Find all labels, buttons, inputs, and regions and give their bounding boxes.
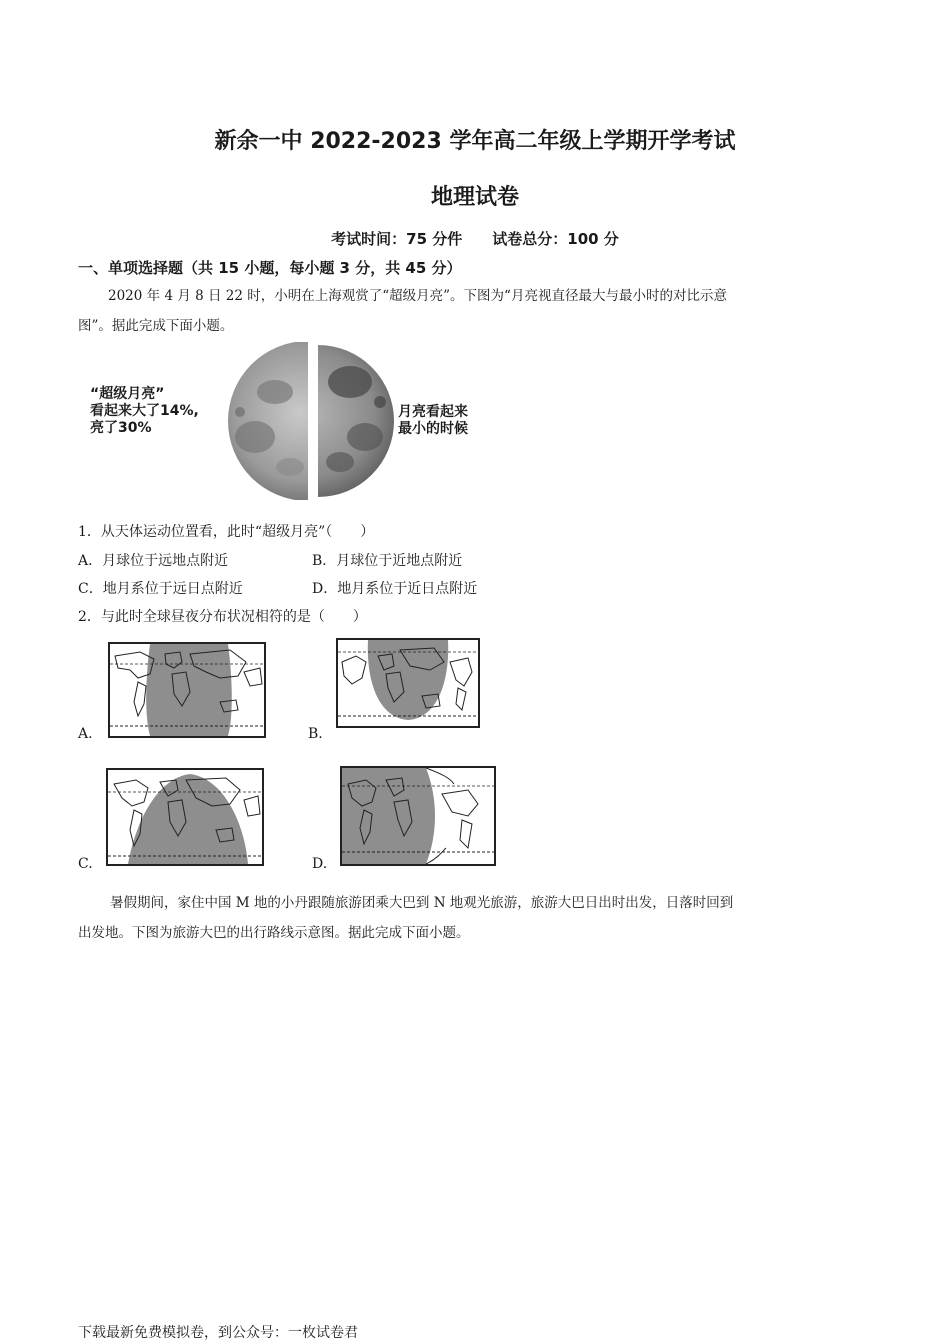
question-1-stem: 1．从天体运动位置看，此时“超级月亮”（ ） xyxy=(78,524,375,540)
world-map-option-d[interactable] xyxy=(340,766,496,866)
question-1-option-c[interactable]: C．地月系位于远日点附近 xyxy=(78,581,243,597)
footer-promo-text: 下载最新免费模拟卷，到公众号：一枚试卷君 xyxy=(78,1325,358,1341)
world-map-option-c[interactable] xyxy=(106,768,264,866)
world-map-option-b[interactable] xyxy=(336,638,480,728)
world-map-b-image xyxy=(338,640,478,726)
question-2-option-a-label[interactable]: A. xyxy=(78,726,93,742)
super-moon-label-line: 亮了30% xyxy=(90,420,152,436)
question-1-option-d[interactable]: D．地月系位于近日点附近 xyxy=(312,581,478,597)
question-1-option-a[interactable]: A．月球位于远地点附近 xyxy=(78,553,229,569)
world-map-c-image xyxy=(108,770,262,864)
intro-paragraph-line2: 图”。据此完成下面小题。 xyxy=(78,318,234,334)
passage-2-line1: 暑假期间，家住中国 M 地的小丹跟随旅游团乘大巴到 N 地观光旅游，旅游大巴日出时出发，日落时回到 xyxy=(110,895,734,911)
small-moon-label xyxy=(398,404,468,438)
question-1-option-b[interactable]: B．月球位于近地点附近 xyxy=(312,553,463,569)
world-map-a-image xyxy=(110,644,264,736)
small-moon-label-line: 最小的时候 xyxy=(398,421,468,437)
passage-2-line2: 出发地。下图为旅游大巴的出行路线示意图。据此完成下面小题。 xyxy=(78,925,470,941)
moon-comparison-figure xyxy=(80,342,480,500)
exam-subtitle: 地理试卷 xyxy=(430,185,519,210)
exam-title: 新余一中 2022-2023 学年高二年级上学期开学考试 xyxy=(214,129,736,154)
super-moon-label-line: “超级月亮” xyxy=(90,386,165,402)
world-map-option-a[interactable] xyxy=(108,642,266,738)
small-moon-label-line: 月亮看起来 xyxy=(398,404,468,420)
question-2-option-b-label[interactable]: B. xyxy=(308,726,323,742)
super-moon-label-line: 看起来大了14%, xyxy=(90,403,199,419)
question-2-stem: 2．与此时全球昼夜分布状况相符的是（ ） xyxy=(78,609,367,625)
question-2-option-c-label[interactable]: C. xyxy=(78,856,93,872)
intro-paragraph-line1: 2020 年 4 月 8 日 22 时，小明在上海观赏了“超级月亮”。下图为“月亮视直径最大与最小时的对比示意 xyxy=(108,288,727,304)
exam-info: 考试时间：75 分件 试卷总分：100 分 xyxy=(331,230,619,248)
section-heading: 一、单项选择题（共 15 小题，每小题 3 分，共 45 分） xyxy=(78,259,462,277)
question-2-option-d-label[interactable]: D. xyxy=(312,856,328,872)
world-map-d-image xyxy=(342,768,494,864)
